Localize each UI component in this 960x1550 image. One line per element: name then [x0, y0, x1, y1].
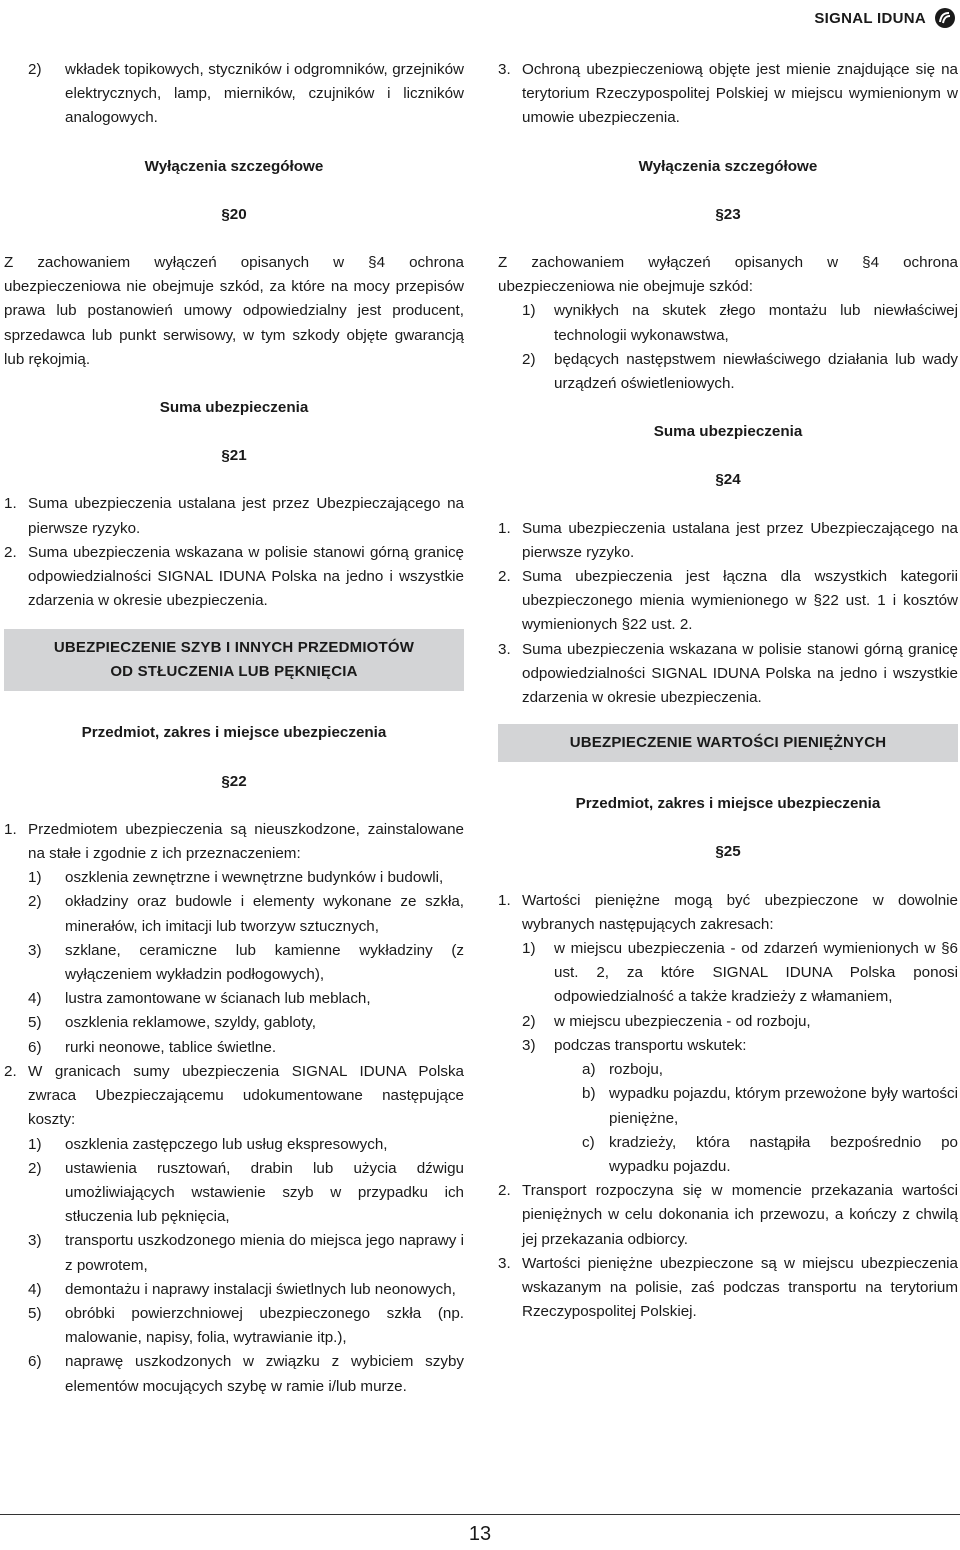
item-text: Wartości pieniężne mogą być ubezpieczone w dowolnie wybranych następujących zakresach:: [522, 891, 958, 933]
item-text: rozboju,: [609, 1061, 664, 1079]
exclusions-heading: Wyłączenia szczegółowe: [144, 157, 324, 175]
list-item: [4, 1350, 464, 1398]
item-text: oszklenia reklamowe, szyldy, gabloty,: [65, 1014, 316, 1032]
list-item: [4, 939, 464, 987]
list-item: [4, 492, 464, 540]
item-text: w miejscu ubezpieczenia - od zdarzeń wymienionych w §6 ust. 2, za które SIGNAL IDUNA Polska ponosi odpowiedzialność a także kradzieży z włamaniem,: [554, 940, 958, 1006]
list-item: [498, 299, 958, 347]
item-text: okładziny oraz budowle i elementy wykonane ze szkła, minerałów, ich imitacji lub tworzyw sztucznych,: [65, 893, 464, 935]
item-number: b): [582, 1085, 596, 1103]
item-number: 6): [28, 1038, 42, 1056]
intro-list: [498, 58, 958, 131]
banner-line: UBEZPIECZENIE SZYB I INNYCH PRZEDMIOTÓW: [53, 639, 415, 657]
list-item: [498, 889, 958, 937]
item-number: 3.: [498, 640, 511, 658]
list-item: [498, 638, 958, 711]
item-number: 4): [28, 990, 42, 1008]
section-25-subsublist: [498, 1058, 958, 1179]
item-number: 2): [28, 893, 42, 911]
signal-iduna-logo-icon: [934, 7, 956, 29]
item-number: 1): [28, 869, 42, 887]
item-text: Transport rozpoczyna się w momencie przekazania wartości pieniężnych w celu dokonania ich przewozu, a kończy z chwilą jej przekazania odbiorcy.: [522, 1182, 958, 1248]
item-number: 2.: [498, 568, 511, 586]
item-text: wynikłych na skutek złego montażu lub niewłaściwej technologii wykonawstwa,: [554, 302, 958, 344]
item-text: Ochroną ubezpieczeniową objęte jest mienie znajdujące się na terytorium Rzeczypospolitej Polskiej w miejscu wymienionym w umowie ubezpieczenia.: [522, 61, 958, 127]
section-20-text: Z zachowaniem wyłączeń opisanych w §4 ochrona ubezpieczeniowa nie obejmuje szkód, za które na mocy przepisów prawa lub postanowień umowy odpowiedzialny jest producent, sprzedawca lub punkt serwisowy, w tym szkody objęte gwarancją lub rękojmią.: [4, 254, 464, 368]
section-title-20: §20: [221, 205, 247, 223]
list-item: [4, 866, 464, 890]
item-text: naprawę uszkodzonych w związku z wybiciem szyby elementów mocujących szybę w ramie i/lub murze.: [65, 1353, 464, 1395]
item-text: Wartości pieniężne ubezpieczone są w miejscu ubezpieczenia wskazanym na polisie, zaś podczas transportu na terytorium Rzeczypospolitej Polskiej.: [522, 1254, 958, 1321]
item-text: Suma ubezpieczenia ustalana jest przez Ubezpieczającego na pierwsze ryzyko.: [522, 519, 958, 561]
list-item: [498, 1034, 958, 1058]
left-column: [4, 58, 464, 1399]
item-text: obróbki powierzchniowej ubezpieczonego szkła (np. malowanie, napisy, folia, wytrawianie itp.),: [65, 1304, 464, 1347]
item-number: 3.: [498, 61, 511, 78]
list-item: [498, 1082, 958, 1130]
item-number: 5): [28, 1014, 42, 1032]
section-24-list: [498, 517, 958, 711]
item-number: 3): [28, 941, 42, 959]
section-22-sublist-1: [4, 866, 464, 1060]
subject-heading: Przedmiot, zakres i miejsce ubezpieczenia: [81, 724, 387, 742]
item-text: będących następstwem niewłaściwego działania lub wady urządzeń oświetleniowych.: [554, 350, 958, 393]
brand-header: [814, 6, 956, 30]
item-text: ustawienia rusztowań, drabin lub użycia dźwigu umożliwiających wstawienie szyb w przypadku ich stłuczenia lub pęknięcia,: [65, 1159, 464, 1226]
section-banner-money: [498, 724, 958, 762]
list-item: [498, 517, 958, 565]
page-number: 13: [468, 1523, 492, 1545]
list-item: [498, 1010, 958, 1034]
item-text: Suma ubezpieczenia wskazana w polisie stanowi górną granicę odpowiedzialności SIGNAL IDUNA Polska na jedno i wszystkie zdarzenia w okresie ubezpieczenia.: [522, 640, 958, 707]
item-text: kradzieży, która nastąpiła bezpośrednio po wypadku pojazdu.: [609, 1133, 958, 1175]
sum-heading: Suma ubezpieczenia: [653, 423, 803, 441]
list-item: [4, 1302, 464, 1350]
item-number: 1.: [4, 820, 17, 838]
right-column: [498, 58, 958, 1324]
item-number: 2): [28, 1159, 42, 1177]
section-banner-glass: [4, 629, 464, 691]
item-number: 5): [28, 1304, 42, 1322]
item-number: 2.: [498, 1182, 511, 1200]
section-25-sublist: [498, 937, 958, 1058]
section-23-text: Z zachowaniem wyłączeń opisanych w §4 ochrona ubezpieczeniowa nie obejmuje szkód:: [498, 254, 958, 296]
item-number: 2): [28, 61, 42, 78]
item-number: 3): [28, 1232, 42, 1250]
banner-line: OD STŁUCZENIA LUB PĘKNIĘCIA: [110, 663, 358, 681]
section-title-21: §21: [221, 447, 247, 465]
subject-heading: Przedmiot, zakres i miejsce ubezpieczenia: [575, 795, 881, 813]
list-item: [4, 1060, 464, 1133]
section-25-list-2: [498, 1179, 958, 1324]
list-item: [4, 1229, 464, 1277]
item-text: oszklenia zastępczego lub usług ekspresowych,: [65, 1135, 388, 1153]
list-item: [498, 1252, 958, 1325]
sum-heading: Suma ubezpieczenia: [159, 399, 309, 417]
brand-name: SIGNAL IDUNA: [814, 9, 926, 27]
item-number: 1.: [498, 519, 511, 537]
list-item: [4, 1011, 464, 1035]
item-number: 6): [28, 1353, 42, 1371]
list-item: [4, 890, 464, 938]
exclusions-heading: Wyłączenia szczegółowe: [638, 157, 818, 175]
section-23-list: [498, 299, 958, 396]
section-22-sublist-2: [4, 1133, 464, 1399]
item-text: Suma ubezpieczenia ustalana jest przez Ubezpieczającego na pierwsze ryzyko.: [28, 495, 464, 537]
item-number: a): [582, 1061, 596, 1079]
list-item: [4, 1157, 464, 1230]
item-text: lustra zamontowane w ścianach lub meblach,: [65, 990, 371, 1008]
section-title-24: §24: [715, 471, 741, 489]
item-text: wkładek topikowych, styczników i odgromników, grzejników elektrycznych, lamp, mierników, czujników i liczników analogowych.: [65, 61, 464, 127]
list-item: [4, 818, 464, 866]
item-text: w miejscu ubezpieczenia - od rozboju,: [554, 1012, 811, 1030]
item-text: Suma ubezpieczenia wskazana w polisie stanowi górną granicę odpowiedzialności SIGNAL IDUNA Polska na jedno i wszystkie zdarzenia w okresie ubezpieczenia.: [28, 543, 464, 610]
section-25-list: [498, 889, 958, 937]
list-item: [498, 58, 958, 131]
item-text: podczas transportu wskutek:: [554, 1036, 747, 1054]
item-number: 3.: [498, 1254, 511, 1272]
item-text: rurki neonowe, tablice świetlne.: [65, 1038, 277, 1056]
item-text: szklane, ceramiczne lub kamienne wykładziny (z wyłączeniem wykładzin podłogowych),: [65, 941, 464, 984]
item-number: 4): [28, 1280, 42, 1298]
item-number: 3): [522, 1036, 536, 1054]
list-item: [4, 541, 464, 614]
list-item: [4, 1133, 464, 1157]
item-number: 2.: [4, 1062, 17, 1080]
item-text: W granicach sumy ubezpieczenia SIGNAL IDUNA Polska zwraca Ubezpieczającemu udokumentowane następujące koszty:: [28, 1062, 464, 1129]
item-number: 1): [522, 940, 536, 958]
item-number: 1): [522, 302, 536, 320]
list-item: [498, 1058, 958, 1082]
list-item: [4, 1036, 464, 1060]
item-number: 1.: [498, 891, 511, 909]
item-text: wypadku pojazdu, którym przewożone były wartości pieniężne,: [609, 1085, 958, 1127]
list-item: [498, 1131, 958, 1179]
item-text: demontażu i naprawy instalacji świetlnych lub neonowych,: [65, 1280, 456, 1298]
item-number: c): [582, 1133, 595, 1151]
list-item: [498, 565, 958, 638]
item-number: 2): [522, 1012, 536, 1030]
item-text: Suma ubezpieczenia jest łączna dla wszystkich kategorii ubezpieczonego mienia wymienionego w §22 ust. 1 i kosztów wymienionych §22 ust. 2.: [522, 568, 958, 634]
section-22-list: [4, 818, 464, 866]
item-text: oszklenia zewnętrzne i wewnętrzne budynków i budowli,: [65, 869, 444, 887]
banner-line: UBEZPIECZENIE WARTOŚCI PIENIĘŻNYCH: [569, 734, 887, 752]
section-21-list: [4, 492, 464, 613]
list-item: [498, 1179, 958, 1252]
item-number: 1): [28, 1135, 42, 1153]
list-item: [498, 348, 958, 396]
section-title-22: §22: [221, 772, 247, 790]
item-number: 2.: [4, 543, 17, 561]
section-22-list-2: [4, 1060, 464, 1133]
footer-divider: [0, 1514, 960, 1515]
list-item: [4, 58, 464, 131]
section-title-25: §25: [715, 843, 741, 861]
item-text: transportu uszkodzonego mienia do miejsca jego naprawy i z powrotem,: [65, 1232, 464, 1274]
section-title-23: §23: [715, 205, 741, 223]
item-number: 1.: [4, 495, 17, 513]
item-text: Przedmiotem ubezpieczenia są nieuszkodzone, zainstalowane na stałe i zgodnie z ich przeznaczeniem:: [28, 820, 464, 863]
list-item: [498, 937, 958, 1010]
item-number: 2): [522, 350, 536, 368]
list-item: [4, 1278, 464, 1302]
list-item: [4, 987, 464, 1011]
